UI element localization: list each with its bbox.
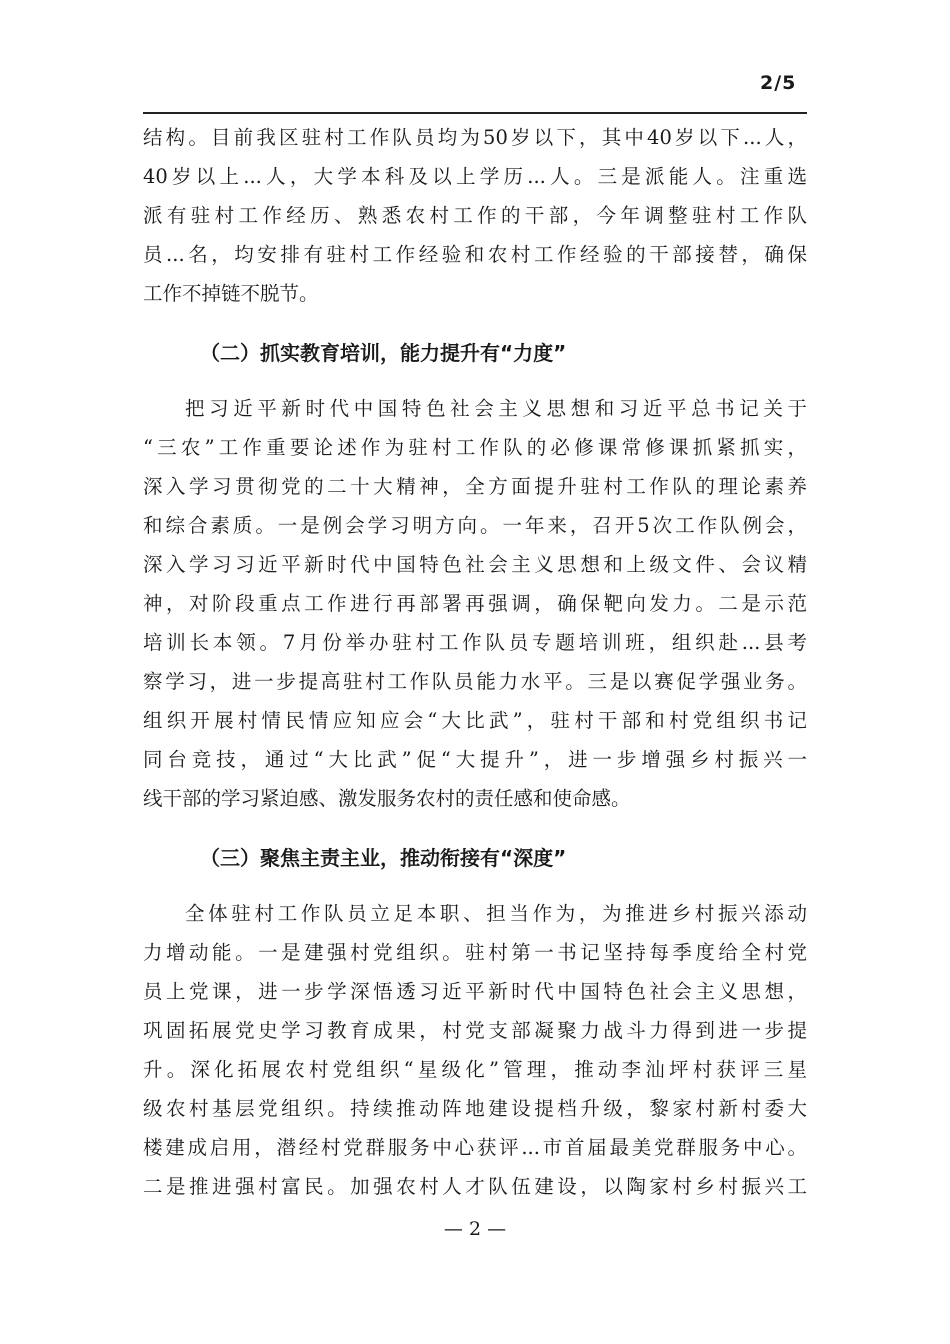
text-line: 40岁以上...人，大学本科及以上学历...人。三是派能人。注重选 bbox=[143, 165, 807, 188]
text-line: 组织开展村情民情应知应会“大比武”，驻村干部和村党组织书记 bbox=[143, 709, 807, 732]
text-line: 员上党课，进一步学深悟透习近平新时代中国特色社会主义思想， bbox=[143, 980, 807, 1003]
text-line: 升。深化拓展农村党组织“星级化”管理，推动李汕坪村获评三星 bbox=[143, 1058, 807, 1081]
section-heading-2: （二）抓实教育培训，能力提升有“力度” bbox=[200, 341, 567, 365]
paragraph-3 bbox=[143, 894, 807, 1206]
text-line: 线干部的学习紧迫感、激发服务农村的责任感和使命感。 bbox=[143, 787, 631, 810]
text-line: 神，对阶段重点工作进行再部署再强调，确保靶向发力。二是示范 bbox=[143, 592, 807, 615]
text-line: 巩固拓展党史学习教育成果，村党支部凝聚力战斗力得到进一步提 bbox=[143, 1019, 807, 1042]
text-line: 楼建成启用，潜经村党群服务中心获评...市首届最美党群服务中心。 bbox=[143, 1136, 807, 1159]
page-counter: 2/5 bbox=[760, 72, 797, 94]
text-line: 结构。目前我区驻村工作队员均为50岁以下，其中40岁以下...人， bbox=[143, 126, 807, 149]
text-line: 把习近平新时代中国特色社会主义思想和习近平总书记关于 bbox=[185, 397, 807, 420]
text-line: 同台竞技，通过“大比武”促“大提升”，进一步增强乡村振兴一 bbox=[143, 748, 807, 771]
text-line: 察学习，进一步提高驻村工作队员能力水平。三是以赛促学强业务。 bbox=[143, 670, 807, 693]
text-line: “三农”工作重要论述作为驻村工作队的必修课常修课抓紧抓实， bbox=[143, 436, 807, 459]
header-rule bbox=[143, 112, 807, 114]
text-line: 力增动能。一是建强村党组织。驻村第一书记坚持每季度给全村党 bbox=[143, 941, 807, 964]
paragraph-2 bbox=[143, 389, 807, 818]
page-number-footer: — 2 — bbox=[443, 1218, 507, 1240]
text-line: 和综合素质。一是例会学习明方向。一年来，召开5次工作队例会， bbox=[143, 514, 807, 537]
section-heading-3: （三）聚焦主责主业，推动衔接有“深度” bbox=[200, 846, 567, 870]
paragraph-1 bbox=[143, 118, 807, 313]
document-body bbox=[143, 118, 807, 1206]
text-line: 级农村基层党组织。持续推动阵地建设提档升级，黎家村新村委大 bbox=[143, 1097, 807, 1120]
text-line: 深入学习习近平新时代中国特色社会主义思想和上级文件、会议精 bbox=[143, 553, 807, 576]
text-line: 二是推进强村富民。加强农村人才队伍建设，以陶家村乡村振兴工 bbox=[143, 1175, 807, 1198]
text-line: 全体驻村工作队员立足本职、担当作为，为推进乡村振兴添动 bbox=[185, 902, 807, 925]
text-line: 工作不掉链不脱节。 bbox=[143, 282, 319, 305]
text-line: 员...名，均安排有驻村工作经验和农村工作经验的干部接替，确保 bbox=[143, 243, 807, 266]
text-line: 培训长本领。7月份举办驻村工作队员专题培训班，组织赴...县考 bbox=[143, 631, 807, 654]
text-line: 派有驻村工作经历、熟悉农村工作的干部，今年调整驻村工作队 bbox=[143, 204, 807, 227]
text-line: 深入学习贯彻党的二十大精神，全方面提升驻村工作队的理论素养 bbox=[143, 475, 807, 498]
